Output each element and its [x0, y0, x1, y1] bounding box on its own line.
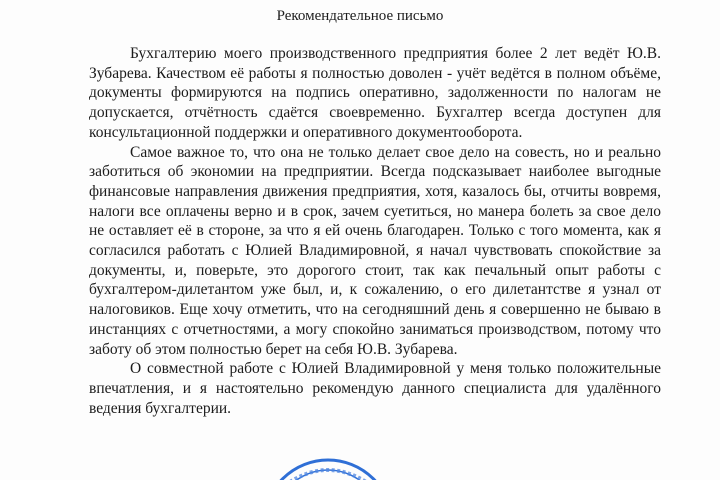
stamp-lettering — [290, 470, 366, 480]
company-stamp — [238, 452, 418, 480]
paragraph-3: О совместной работе с Юлией Владимировной у меня только положительные впечатления, и я настоятельно рекомендую данного специалиста для удалённого ведения бухгалтерии. — [89, 360, 661, 417]
letter-body — [89, 44, 661, 418]
paragraph-2: Самое важное то, что она не только делает свое дело на совесть, но и реально заботиться об экономии на предприятии. Всегда подсказывает наиболее выгодные финансовые направления движения предприятия, хотя, казалось бы, отчиты вовремя, налоги все оплачены верно и в срок, зачем суетиться, но манера болеть за свое дело не оставляет её в стороне, за что я ей очень благодарен. Только с того момента, как я согласился работать с Юлией Владимировной, я начал чувствовать спокойствие за документы, и, поверьте, это дорогого стоит, так как печальный опыт работы с бухгалтером-дилетантом уже был, и, к сожалению, о его дилетантстве я узнал от налоговиков. Еще хочу отметить, что на сегодняшний день я совершенно не бываю в инстанциях с отчетностями, а могу спокойно заниматься производством, потому что заботу об этом полностью берет на себя Ю.В. Зубарева. — [89, 143, 661, 358]
paragraph-1: Бухгалтерию моего производственного предприятия более 2 лет ведёт Ю.В. Зубарева. Качеством её работы я полностью доволен - учёт ведётся в полном объёме, документы формируются на подпись оперативно, задолженности по налогам не допускается, отчётность сдаётся своевременно. Бухгалтер всегда доступен для консультационной поддержки и оперативного документооборота. — [89, 45, 661, 141]
letter-title: Рекомендательное письмо — [276, 8, 444, 24]
